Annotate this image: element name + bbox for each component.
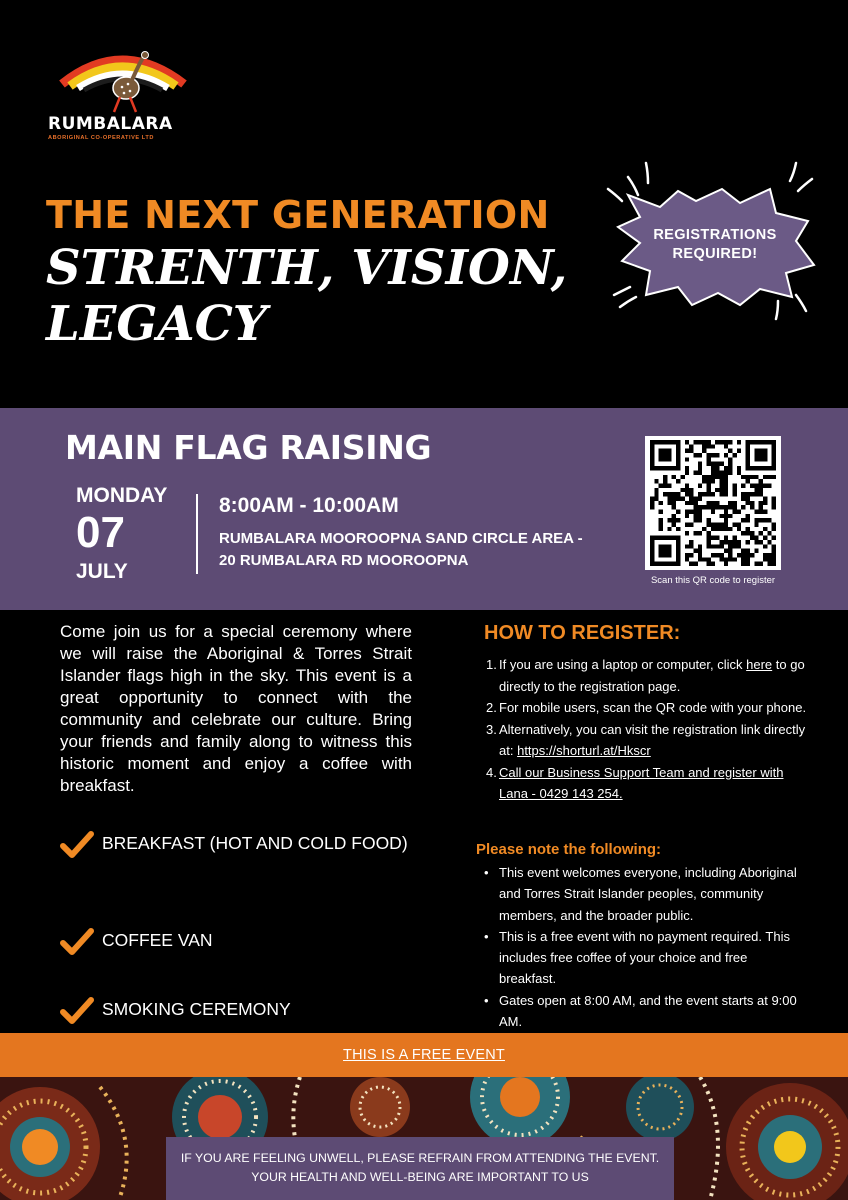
check-icon	[60, 830, 94, 860]
feature-label: COFFEE VAN	[102, 930, 213, 950]
step3-text: Alternatively, you can visit the registration link directly at:	[499, 721, 806, 758]
step1-text: If you are using a laptop or computer, click	[499, 657, 743, 672]
free-event-link[interactable]: THIS IS A FREE EVENT	[343, 1047, 505, 1063]
event-day: MONDAY	[76, 484, 168, 507]
feature-item	[60, 996, 420, 1023]
how-to-register-title: HOW TO REGISTER:	[484, 622, 681, 644]
emu-logo-icon	[56, 42, 188, 116]
health-notice	[166, 1137, 674, 1200]
event-details-band	[0, 408, 848, 610]
check-icon	[60, 996, 94, 1026]
event-date: 07	[76, 508, 125, 557]
register-steps	[484, 654, 814, 805]
check-icon	[60, 927, 94, 957]
registration-url-link[interactable]: https://shorturl.at/Hkscr	[517, 743, 651, 758]
register-step: 1. If you are using a laptop or computer, click here to go directly to the registration page.	[486, 657, 805, 694]
registrations-required-badge: REGISTRATIONS REQUIRED!	[653, 227, 777, 262]
feature-item	[60, 927, 420, 954]
notes-list	[484, 862, 804, 1032]
register-step: 3. Alternatively, you can visit the registration link directly at: https://shorturl.at/Hkscr	[486, 721, 806, 758]
feature-label: BREAKFAST (HOT AND COLD FOOD)	[102, 833, 408, 853]
qr-code-icon[interactable]	[645, 436, 781, 570]
health-notice-line-2: YOUR HEALTH AND WELL-BEING ARE IMPORTANT TO US	[251, 1170, 589, 1184]
note-item: • This event welcomes everyone, including Aboriginal and Torres Strait Islander peoples, community members, and the broader public.	[484, 862, 804, 926]
intro-paragraph: Come join us for a special ceremony where we will raise the Aboriginal & Torres Strait Islander flags high in the sky. This event is a great opportunity to connect with the community and celebrate our culture. Bring your friends and family along to witness this historic moment and enjoy a coffee with breakfast.	[60, 622, 412, 795]
register-here-link[interactable]: here	[746, 657, 773, 672]
header	[0, 0, 848, 408]
date-divider	[196, 494, 198, 574]
event-time: 8:00AM - 10:00AM	[219, 494, 399, 517]
logo-name: RUMBALARA	[48, 114, 173, 134]
free-event-bar	[0, 1033, 848, 1077]
register-step: 4. Call our Business Support Team and register with Lana - 0429 143 254.	[486, 764, 784, 801]
rumbalara-logo	[48, 42, 198, 142]
notes-title: Please note the following:	[476, 841, 662, 858]
note-item: • Gates open at 8:00 AM, and the event starts at 9:00 AM.	[484, 990, 804, 1033]
health-notice-line-1: IF YOU ARE FEELING UNWELL, PLEASE REFRAIN FROM ATTENDING THE EVENT.	[180, 1151, 660, 1165]
call-support-link[interactable]: Call our Business Support Team and register with Lana - 0429 143 254.	[499, 764, 784, 801]
event-title: MAIN FLAG RAISING	[65, 428, 432, 467]
feature-label: SMOKING CEREMONY	[102, 999, 291, 1019]
title-line-2: STRENTH, VISION, LEGACY	[46, 240, 568, 352]
note-item: • This is a free event with no payment required. This includes free coffee of your choice and free breakfast.	[484, 926, 804, 990]
title-line-1: THE NEXT GENERATION	[46, 193, 550, 237]
qr-caption: Scan this QR code to register	[650, 575, 776, 586]
event-month: JULY	[76, 560, 128, 583]
feature-list	[60, 830, 420, 1019]
step2-text: For mobile users, scan the QR code with your phone.	[499, 700, 807, 715]
event-location: RUMBALARA MOOROOPNA SAND CIRCLE AREA - 20 RUMBALARA RD MOOROOPNA	[219, 530, 583, 569]
register-step: 2. For mobile users, scan the QR code with your phone.	[486, 700, 807, 715]
logo-subtitle: ABORIGINAL CO-OPERATIVE LTD	[48, 135, 154, 141]
step1-text-post: to go directly to the registration page.	[499, 657, 805, 694]
feature-item	[60, 830, 420, 857]
